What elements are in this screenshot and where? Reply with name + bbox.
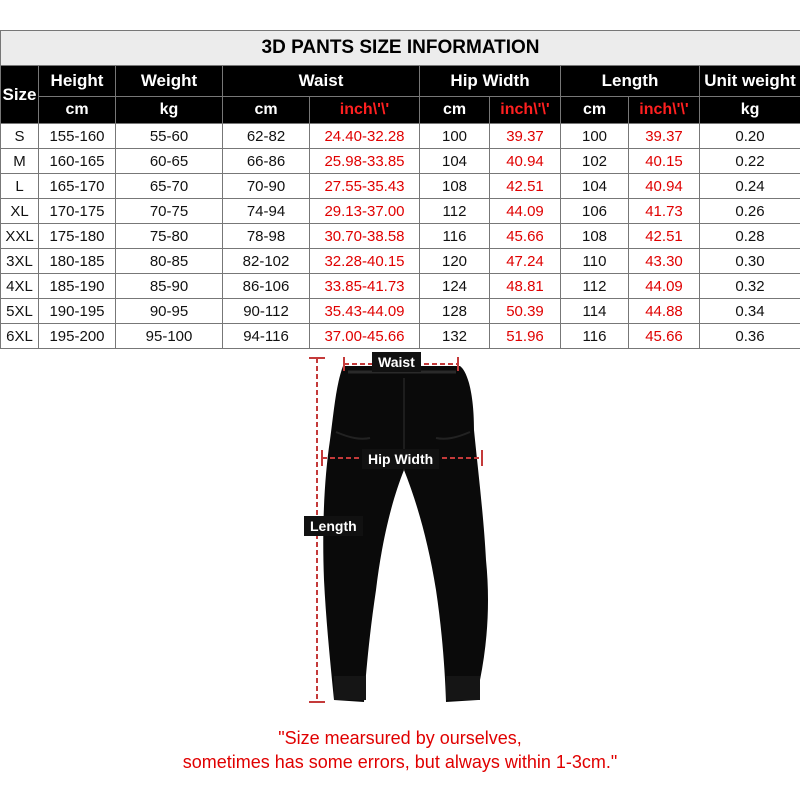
header-height: Height [39, 66, 116, 97]
cell-length-cm: 104 [561, 174, 629, 199]
cell-weight: 65-70 [116, 174, 223, 199]
cell-weight: 80-85 [116, 249, 223, 274]
cell-length-cm: 110 [561, 249, 629, 274]
cell-unit-weight: 0.36 [700, 324, 800, 349]
table-row [1, 224, 800, 249]
cell-length-inch: 44.88 [629, 299, 700, 324]
cell-size: 3XL [1, 249, 39, 274]
header-hip-width: Hip Width [420, 66, 561, 97]
cell-weight: 70-75 [116, 199, 223, 224]
cell-size: S [1, 124, 39, 149]
cell-waist-inch: 27.55-35.43 [310, 174, 420, 199]
disclaimer-line-2: sometimes has some errors, but always within 1-3cm." [0, 752, 800, 773]
cell-length-cm: 112 [561, 274, 629, 299]
cell-unit-weight: 0.20 [700, 124, 800, 149]
cell-size: M [1, 149, 39, 174]
size-table [0, 30, 800, 349]
cell-waist-cm: 90-112 [223, 299, 310, 324]
cell-waist-cm: 78-98 [223, 224, 310, 249]
cell-unit-weight: 0.28 [700, 224, 800, 249]
cell-waist-inch: 24.40-32.28 [310, 124, 420, 149]
cell-waist-inch: 33.85-41.73 [310, 274, 420, 299]
cell-hip-cm: 132 [420, 324, 490, 349]
cell-size: 6XL [1, 324, 39, 349]
cell-height: 175-180 [39, 224, 116, 249]
waist-label: Waist [372, 352, 421, 372]
table-row [1, 249, 800, 274]
cell-unit-weight: 0.26 [700, 199, 800, 224]
unit-hip-cm: cm [420, 97, 490, 124]
cell-hip-cm: 128 [420, 299, 490, 324]
unit-unit-weight: kg [700, 97, 800, 124]
cell-length-cm: 108 [561, 224, 629, 249]
unit-length-cm: cm [561, 97, 629, 124]
unit-waist-inch: inch\'\' [310, 97, 420, 124]
cell-length-cm: 106 [561, 199, 629, 224]
length-label: Length [304, 516, 363, 536]
cell-weight: 55-60 [116, 124, 223, 149]
cell-length-cm: 114 [561, 299, 629, 324]
cell-hip-inch: 51.96 [490, 324, 561, 349]
cell-unit-weight: 0.30 [700, 249, 800, 274]
table-row [1, 124, 800, 149]
cell-hip-inch: 47.24 [490, 249, 561, 274]
cell-waist-cm: 74-94 [223, 199, 310, 224]
cell-length-inch: 40.15 [629, 149, 700, 174]
cell-hip-cm: 112 [420, 199, 490, 224]
cell-waist-inch: 32.28-40.15 [310, 249, 420, 274]
unit-length-inch: inch\'\' [629, 97, 700, 124]
cell-waist-inch: 30.70-38.58 [310, 224, 420, 249]
cell-weight: 95-100 [116, 324, 223, 349]
size-table-body [1, 124, 800, 349]
cell-waist-cm: 86-106 [223, 274, 310, 299]
cell-unit-weight: 0.24 [700, 174, 800, 199]
cell-length-cm: 116 [561, 324, 629, 349]
cell-waist-inch: 29.13-37.00 [310, 199, 420, 224]
cell-unit-weight: 0.32 [700, 274, 800, 299]
cell-height: 180-185 [39, 249, 116, 274]
cell-hip-inch: 39.37 [490, 124, 561, 149]
unit-row [1, 97, 800, 124]
table-row [1, 149, 800, 174]
cell-weight: 90-95 [116, 299, 223, 324]
cell-length-inch: 45.66 [629, 324, 700, 349]
cell-waist-cm: 94-116 [223, 324, 310, 349]
cell-length-inch: 40.94 [629, 174, 700, 199]
header-row [1, 66, 800, 97]
cell-hip-cm: 100 [420, 124, 490, 149]
cell-hip-inch: 40.94 [490, 149, 561, 174]
table-row [1, 324, 800, 349]
cell-waist-cm: 62-82 [223, 124, 310, 149]
cell-hip-cm: 124 [420, 274, 490, 299]
table-row [1, 174, 800, 199]
cell-size: 4XL [1, 274, 39, 299]
cell-length-inch: 43.30 [629, 249, 700, 274]
header-waist: Waist [223, 66, 420, 97]
cell-waist-cm: 70-90 [223, 174, 310, 199]
cell-size: L [1, 174, 39, 199]
cell-hip-inch: 44.09 [490, 199, 561, 224]
cell-hip-inch: 42.51 [490, 174, 561, 199]
unit-waist-cm: cm [223, 97, 310, 124]
cell-length-cm: 102 [561, 149, 629, 174]
cell-weight: 85-90 [116, 274, 223, 299]
cell-height: 165-170 [39, 174, 116, 199]
disclaimer-line-1: "Size mearsured by ourselves, [0, 728, 800, 749]
header-unit-weight: Unit weight [700, 66, 800, 97]
cell-waist-cm: 66-86 [223, 149, 310, 174]
table-row [1, 274, 800, 299]
cell-weight: 75-80 [116, 224, 223, 249]
cell-height: 185-190 [39, 274, 116, 299]
cell-size: XXL [1, 224, 39, 249]
cell-length-inch: 41.73 [629, 199, 700, 224]
cell-size: XL [1, 199, 39, 224]
cell-waist-inch: 25.98-33.85 [310, 149, 420, 174]
unit-weight: kg [116, 97, 223, 124]
cell-weight: 60-65 [116, 149, 223, 174]
cell-length-inch: 42.51 [629, 224, 700, 249]
cell-hip-cm: 108 [420, 174, 490, 199]
cell-length-inch: 39.37 [629, 124, 700, 149]
cell-unit-weight: 0.22 [700, 149, 800, 174]
cell-waist-cm: 82-102 [223, 249, 310, 274]
unit-hip-inch: inch\'\' [490, 97, 561, 124]
cell-hip-inch: 45.66 [490, 224, 561, 249]
cell-height: 195-200 [39, 324, 116, 349]
table-title: 3D PANTS SIZE INFORMATION [1, 31, 800, 66]
header-length: Length [561, 66, 700, 97]
table-row [1, 199, 800, 224]
unit-height: cm [39, 97, 116, 124]
cell-waist-inch: 37.00-45.66 [310, 324, 420, 349]
cell-length-cm: 100 [561, 124, 629, 149]
cell-hip-cm: 116 [420, 224, 490, 249]
cell-hip-cm: 120 [420, 249, 490, 274]
cell-size: 5XL [1, 299, 39, 324]
cell-waist-inch: 35.43-44.09 [310, 299, 420, 324]
cell-hip-inch: 48.81 [490, 274, 561, 299]
cell-height: 170-175 [39, 199, 116, 224]
header-size: Size [1, 66, 39, 124]
cell-hip-cm: 104 [420, 149, 490, 174]
cell-hip-inch: 50.39 [490, 299, 561, 324]
table-row [1, 299, 800, 324]
cell-height: 155-160 [39, 124, 116, 149]
header-weight: Weight [116, 66, 223, 97]
cell-unit-weight: 0.34 [700, 299, 800, 324]
cell-height: 160-165 [39, 149, 116, 174]
hip-width-label: Hip Width [362, 449, 439, 469]
cell-height: 190-195 [39, 299, 116, 324]
cell-length-inch: 44.09 [629, 274, 700, 299]
